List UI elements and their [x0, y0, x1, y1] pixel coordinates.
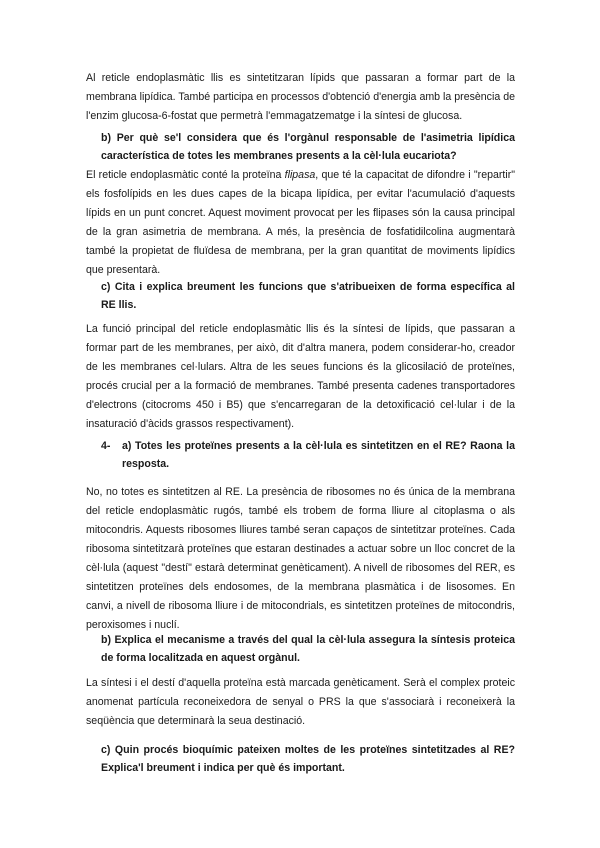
question-c-proces-bioquimic: c) Quin procés bioquímic pateixen moltes de les proteïnes sintetitzades al RE? Explica'l breument i indica per què és important. [101, 744, 515, 774]
answer-text-rest: , que té la capacitat de difondre i "repartir" els fosfolípids en les dues capes de la bicapa lipídica, per evitar l'acumulació d'aquests lípids en un punt concret. Aquest moviment provocat per les flipases són la causa principal de la gran asimetria de membrana. A més, la presència de fosfatidilcolina augmentarà també la propietat de fluïdesa de membrana, per la gran quantitat de moviments lipídics que presentarà. [86, 169, 515, 276]
paragraph-re-llis-intro: Al reticle endoplasmàtic llis es sintetitzaran lípids que passaran a formar part de la membrana lipídica. També participa en processos d'obtenció d'energia amb la presència de l'enzim glucosa-6-fostat que permetrà l'emmagatzematge i la síntesi de glucosa. [86, 72, 515, 122]
question-number-4: 4- [101, 440, 111, 452]
question-b-asimetria: b) Per què se'l considera que és l'orgànul responsable de l'asimetria lipídica característica de totes les membranes presents a la cèl·lula eucariota? [101, 132, 515, 162]
paragraph-flipasa-answer [86, 166, 515, 280]
question-a-proteines: a) Totes les proteïnes presents a la cèl·lula es sintetitzen en el RE? Raona la resposta. [122, 440, 515, 470]
paragraph-funcions-answer: La funció principal del reticle endoplasmàtic llis és la síntesi de lípids, que passaran a formar part de les membranes, per això, dit d'altra manera, podem considerar-ho, creador de les membranes cel·lulars. Altra de les seues funcions és la glicosilació de proteïnes, procés crucial per a la formació de membranes. També presenta cadenes transportadores d'electrons (citocroms 450 i B5) que s'encarregaran de la detoxificació cel·lular i de la insaturació d'àcids grassos respectivament). [86, 323, 515, 430]
paragraph-prs-answer: La síntesi i el destí d'aquella proteïna està marcada genèticament. Serà el complex proteic anomenat partícula reconeixedora de senyal o PRS la que s'associarà i reconeixerà la seqüència que determinarà la seua destinació. [86, 677, 515, 727]
question-c-funcions: c) Cita i explica breument les funcions que s'atribueixen de forma específica al RE llis. [101, 281, 515, 311]
question-b-mecanisme: b) Explica el mecanisme a través del qual la cèl·lula assegura la síntesis proteica de forma localitzada en aquest orgànul. [101, 634, 515, 664]
paragraph-ribosomes-answer: No, no totes es sintetitzen al RE. La presència de ribosomes no és única de la membrana del reticle endoplasmàtic rugós, també els trobem de forma lliure al citoplasma o als mitocondris. Aquests ribosomes lliures també seran capaços de sintetitzar proteïnes. Cada ribosoma sintetitzarà proteïnes que estaran destinades a actuar sobre un lloc concret de la cèl·lula (aquest "destí" estarà determinat genèticament). A nivell de ribosomes del RER, es sintetitzen proteïnes dels endosomes, de la membrana plasmàtica i de lisosomes. En canvi, a nivell de ribosoma lliure i de mitocondrials, es sintetitzen proteïnes de mitocondris, peroxisomes i nuclí. [86, 486, 515, 631]
answer-text-start: El reticle endoplasmàtic conté la proteïna [86, 169, 282, 181]
flipasa-term: flipasa [284, 169, 316, 181]
